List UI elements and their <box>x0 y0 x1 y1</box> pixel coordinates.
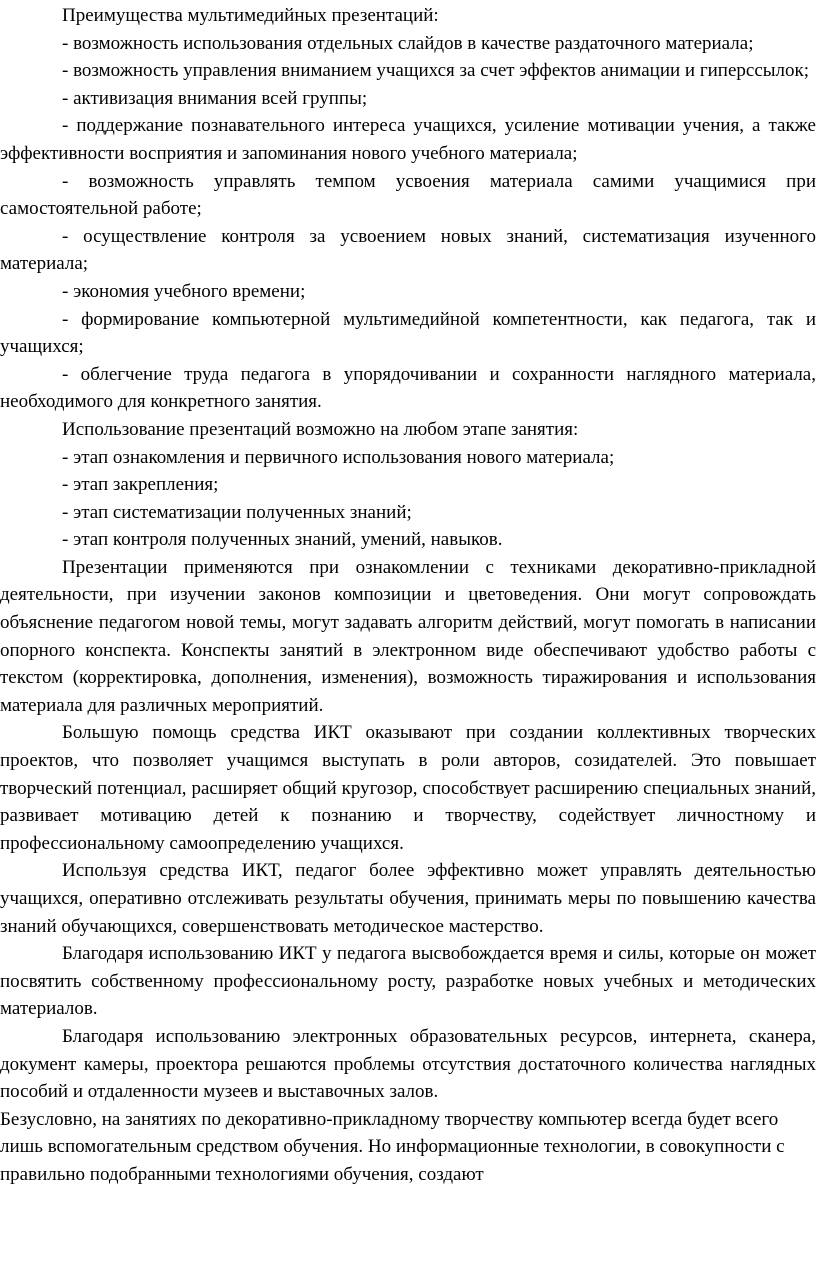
body-paragraph: Благодаря использованию электронных образовательных ресурсов, интернета, сканера, документ камеры, проектора решаются проблемы отсутствия достаточного количества наглядных пособий и отдаленности музеев и выставочных залов. <box>0 1025 816 1103</box>
body-paragraph: Благодаря использованию ИКТ у педагога высвобождается время и силы, которые он может посвятить собственному профессиональному росту, разработке новых учебных и методических материалов. <box>0 943 816 1020</box>
list-item: - этап закрепления; <box>62 474 219 496</box>
body-paragraph: Используя средства ИКТ, педагог более эффективно может управлять деятельностью учащихся, оперативно отслеживать результаты обучения, принимать меры по повышению качества знаний обучающихся, совершенствовать методическое мастерство. <box>0 860 816 937</box>
paragraph-heading: Использование презентаций возможно на любом этапе занятия: <box>62 418 579 440</box>
body-paragraph: Большую помощь средства ИКТ оказывают при создании коллективных творческих проектов, что позволяет учащимся выступать в роли авторов, созидателей. Это повышает творческий потенциал, расширяет общий кругозор, способствует расширению специальных знаний, развивает мотивацию детей к познанию и творчеству, содействует личностному и профессиональному самоопределению учащихся. <box>0 722 816 854</box>
list-item: - возможность управления вниманием учащихся за счет эффектов анимации и гиперссылок; <box>62 60 810 82</box>
paragraph-heading: Преимущества мультимедийных презентаций: <box>62 5 439 26</box>
list-item: - этап систематизации полученных знаний; <box>62 501 412 523</box>
list-item: - формирование компьютерной мультимедийной компетентности, как педагога, так и учащихся; <box>0 308 816 358</box>
body-paragraph: Безусловно, на занятиях по декоративно-прикладному творчеству компьютер всегда будет всего лишь вспомогательным средством обучения. Но информационные технологии, в совокупности с правильно подобранными технологиями обучения, создают <box>0 1108 785 1185</box>
body-paragraph: Презентации применяются при ознакомлении с техниками декоративно-прикладной деятельности, при изучении законов композиции и цветоведения. Они могут сопровождать объяснение педагогом новой темы, могут задавать алгоритм действий, могут помогать в написании опорного конспекта. Конспекты занятий в электронном виде обеспечивают удобство работы с текстом (корректировка, дополнения, изменения), возможность тиражирования и использования материала для различных мероприятий. <box>0 556 816 716</box>
list-item: - возможность управлять темпом усвоения материала самими учащимися при самостоятельной работе; <box>0 170 816 220</box>
list-item: - активизация внимания всей группы; <box>62 87 368 109</box>
list-item: - этап ознакомления и первичного использования нового материала; <box>62 446 615 468</box>
list-item: - экономия учебного времени; <box>62 280 306 302</box>
list-item: - этап контроля полученных знаний, умений, навыков. <box>62 529 503 551</box>
list-item: - облегчение труда педагога в упорядочивании и сохранности наглядного материала, необходимого для конкретного занятия. <box>0 363 816 413</box>
list-item: - возможность использования отдельных слайдов в качестве раздаточного материала; <box>62 32 754 54</box>
list-item: - поддержание познавательного интереса учащихся, усиление мотивации учения, а также эффективности восприятия и запоминания нового учебного материала; <box>0 115 816 164</box>
list-item: - осуществление контроля за усвоением новых знаний, систематизация изученного материала; <box>0 225 816 275</box>
